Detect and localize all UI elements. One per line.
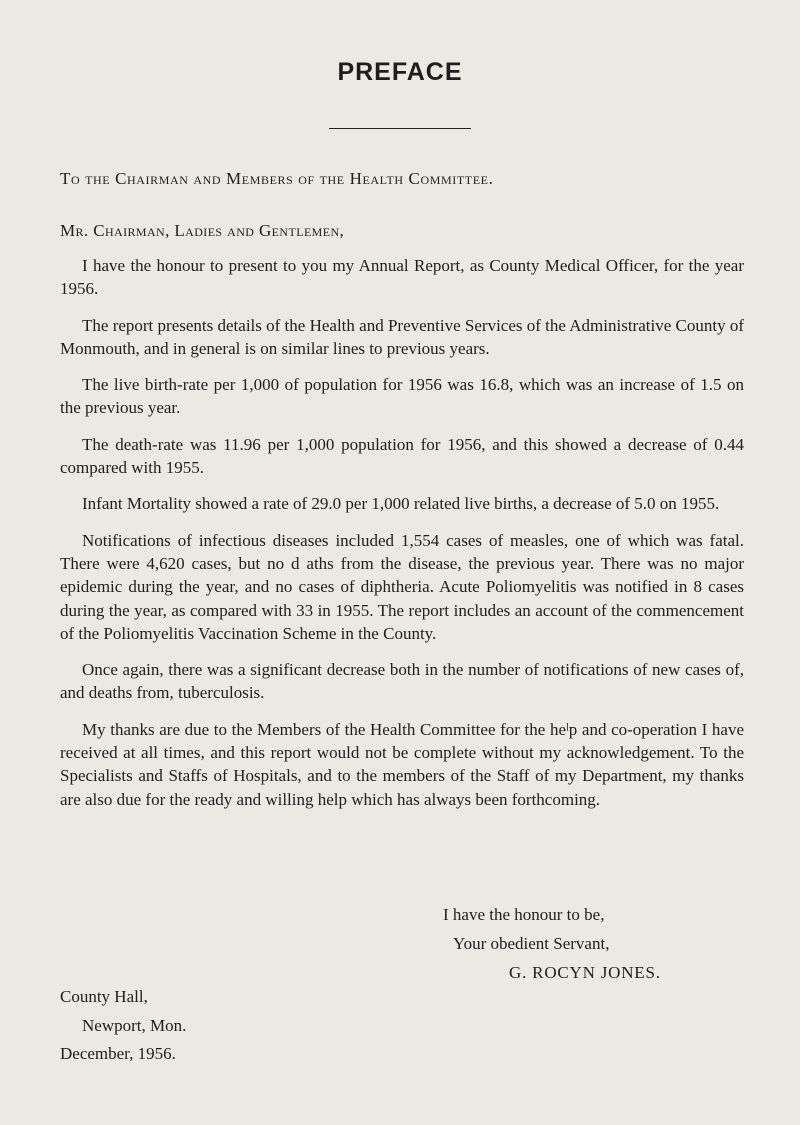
- document-date: December, 1956.: [60, 1044, 176, 1063]
- address-line-2: Newport, Mon.: [82, 1016, 187, 1035]
- page-title: PREFACE: [337, 58, 463, 86]
- paragraph-infectious-diseases: Notifications of infectious diseases included 1,554 cases of measles, one of which was fatal. There were 4,620 cases, but no d aths from the disease, the previous year. There was no major epidemic during the year, and no cases of diphtheria. Acute Poliomyelitis was notified in 8 cases during the year, as compared with 33 in 1955. The report includes an account of the commencement of the Poliomyelitis Vaccination Scheme in the County.: [60, 530, 744, 643]
- title-divider: [329, 128, 471, 129]
- address-line-1: County Hall,: [60, 987, 148, 1006]
- salutation-line: Mr. Chairman, Ladies and Gentlemen,: [60, 221, 345, 240]
- addressee-line: To the Chairman and Members of the Health Committee.: [60, 169, 494, 188]
- paragraph-tuberculosis: Once again, there was a significant decrease both in the number of notifications of new cases of, and deaths from, tuberculosis.: [60, 660, 744, 703]
- preface-body: [60, 254, 744, 824]
- paragraph-infant-mortality: Infant Mortality showed a rate of 29.0 per 1,000 related live births, a decrease of 5.0 on 1955.: [82, 494, 720, 514]
- paragraph-acknowledgements: My thanks are due to the Members of the Health Committee for the heˡp and co-operation I have received at all times, and this report would not be complete without my acknowledgement. To the Specialists and Staffs of Hospitals, and to the members of the Staff of my Department, my thanks are also due for the ready and willing help which has always been forthcoming.: [60, 719, 744, 809]
- closing-servant-line: Your obedient Servant,: [453, 934, 610, 953]
- paragraph-death-rate: The death-rate was 11.96 per 1,000 population for 1956, and this showed a decrease of 0.44 compared with 1955.: [60, 434, 744, 478]
- paragraph-report-scope: The report presents details of the Health and Preventive Services of the Administrative County of Monmouth, and in general is on similar lines to previous years.: [60, 315, 744, 358]
- closing-line: I have the honour to be,: [443, 905, 605, 924]
- paragraph-birth-rate: The live birth-rate per 1,000 of population for 1956 was 16.8, which was an increase of 1.5 on the previous year.: [60, 375, 744, 418]
- paragraph-introduction: I have the honour to present to you my Annual Report, as County Medical Officer, for the year 1956.: [60, 256, 744, 299]
- signature: G. ROCYN JONES.: [509, 963, 661, 982]
